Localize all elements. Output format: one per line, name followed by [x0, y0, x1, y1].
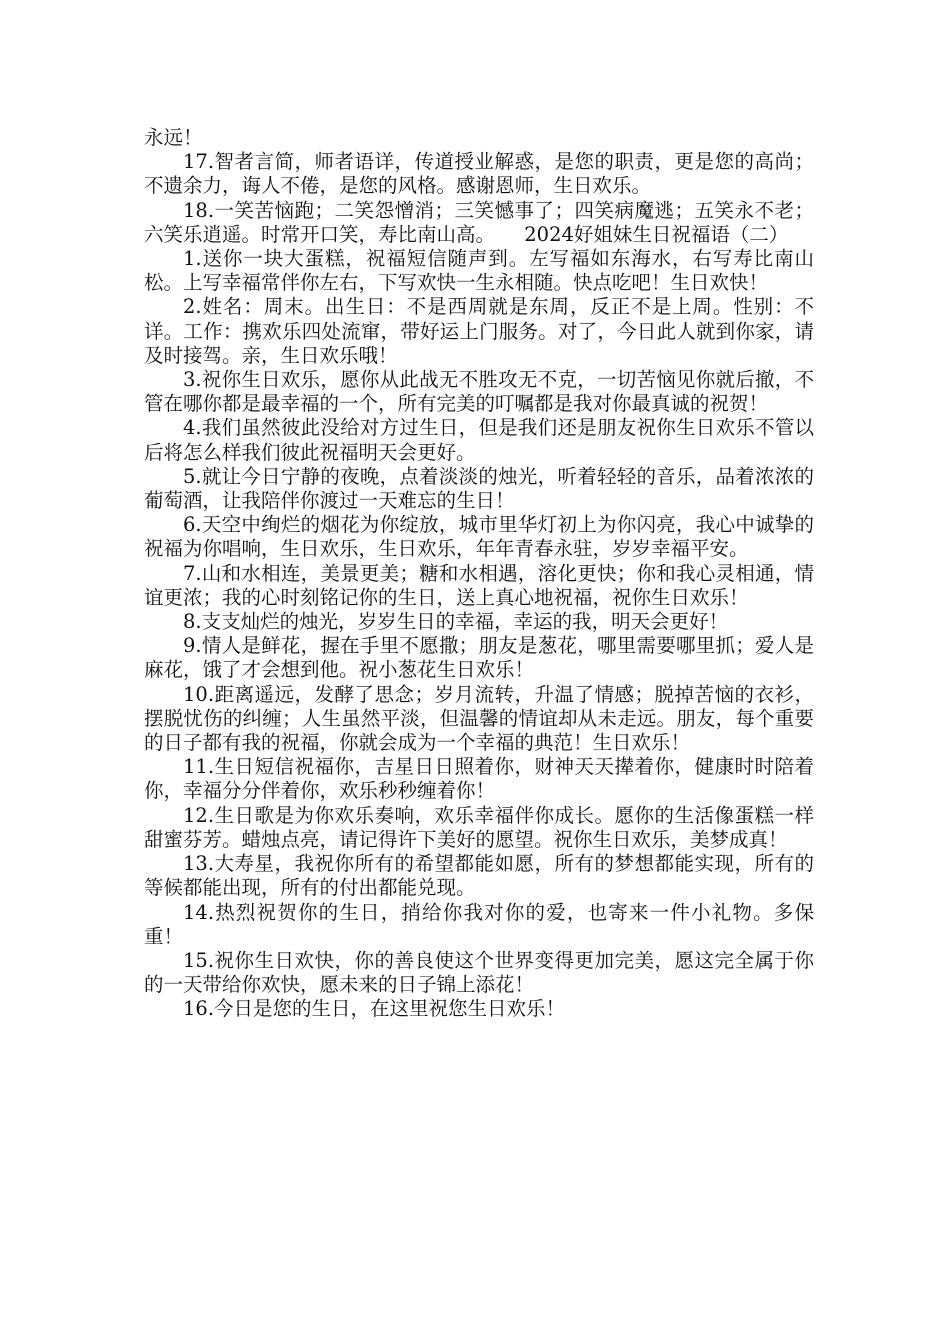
paragraph-15: 15.祝你生日欢快，你的善良使这个世界变得更加完美，愿这完全属于你的一天带给你欢快，愿未来的日子锦上添花！ — [144, 948, 814, 997]
paragraph-14: 14.热烈祝贺你的生日，捎给你我对你的爱，也寄来一件小礼物。多保重！ — [144, 900, 814, 948]
paragraph-3: 3.祝你生日欢乐，愿你从此战无不胜攻无不克，一切苦恼见你就后撤，不管在哪你都是最幸福的一个，所有完美的叮嘱都是我对你最真诚的祝贺！ — [144, 368, 814, 416]
paragraph-2: 2.姓名：周末。出生日：不是西周就是东周，反正不是上周。性别：不详。工作：携欢乐四处流窜，带好运上门服务。对了，今日此人就到你家，请及时接驾。亲，生日欢乐哦！ — [144, 295, 814, 367]
paragraph-4: 4.我们虽然彼此没给对方过生日，但是我们还是朋友祝你生日欢乐不管以后将怎么样我们彼此祝福明天会更好。 — [144, 416, 814, 464]
paragraph-11: 11.生日短信祝福你，吉星日日照着你，财神天天撵着你，健康时时陪着你，幸福分分伴着你，欢乐秒秒缠着你！ — [144, 755, 814, 803]
paragraph-12: 12.生日歌是为你欢乐奏响，欢乐幸福伴你成长。愿你的生活像蛋糕一样甜蜜芬芳。蜡烛点亮，请记得许下美好的愿望。祝你生日欢乐，美梦成真！ — [144, 803, 814, 851]
paragraph-5: 5.就让今日宁静的夜晚，点着淡淡的烛光，听着轻轻的音乐，品着浓浓的葡萄酒，让我陪伴你渡过一天难忘的生日！ — [144, 464, 814, 513]
paragraph-17: 17.智者言简，师者语详，传道授业解惑，是您的职责，更是您的高尚；不遗余力，诲人不倦，是您的风格。感谢恩师，生日欢乐。 — [144, 150, 814, 198]
paragraph-7: 7.山和水相连，美景更美；糖和水相遇，溶化更快；你和我心灵相通，情谊更浓；我的心时刻铭记你的生日，送上真心地祝福，祝你生日欢乐！ — [144, 561, 814, 609]
paragraph-13: 13.大寿星，我祝你所有的希望都能如愿，所有的梦想都能实现，所有的等候都能出现，所有的付出都能兑现。 — [144, 852, 814, 900]
paragraph-1: 1.送你一块大蛋糕，祝福短信随声到。左写福如东海水，右写寿比南山松。上写幸福常伴你左右，下写欢快一生永相随。快点吃吧！生日欢快！ — [144, 247, 814, 295]
paragraph-continuation: 永远！ — [144, 126, 203, 149]
paragraph-10: 10.距离遥远，发酵了思念；岁月流转，升温了情感；脱掉苦恼的衣衫，摆脱忧伤的纠缠；人生虽然平淡，但温馨的情谊却从未走远。朋友，每个重要的日子都有我的祝福，你就会成为一个幸福的典范！生日欢乐！ — [144, 682, 814, 755]
paragraph-18: 18.一笑苦恼跑；二笑怨憎消；三笑憾事了；四笑病魔逃；五笑永不老；六笑乐逍遥。时常开口笑，寿比南山高。 2024好姐妹生日祝福语（二） — [144, 198, 814, 246]
paragraph-8: 8.支支灿烂的烛光，岁岁生日的幸福，幸运的我，明天会更好！ — [183, 610, 729, 634]
document-body — [144, 126, 814, 1022]
paragraph-9: 9.情人是鲜花，握在手里不愿撒；朋友是葱花，哪里需要哪里抓；爱人是麻花，饿了才会想到他。祝小葱花生日欢乐！ — [144, 634, 814, 682]
paragraph-6: 6.天空中绚烂的烟花为你绽放，城市里华灯初上为你闪亮，我心中诚挚的祝福为你唱响，生日欢乐，生日欢乐，年年青春永驻，岁岁幸福平安。 — [144, 513, 814, 561]
paragraph-16: 16.今日是您的生日，在这里祝您生日欢乐！ — [183, 997, 566, 1021]
